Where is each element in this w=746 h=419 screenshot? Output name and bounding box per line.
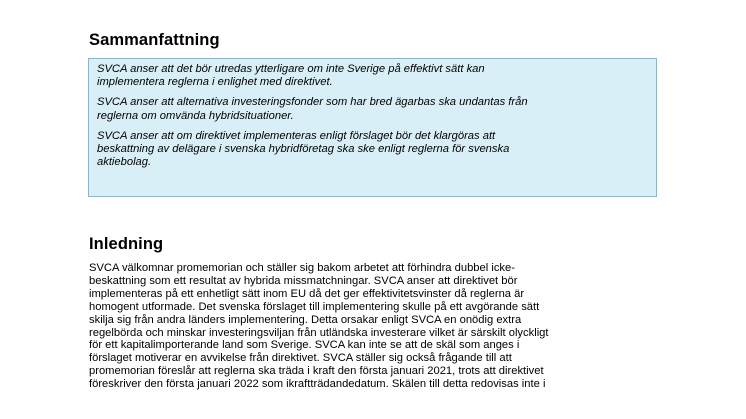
intro-line: skilja sig från andra länders implementering. Detta orsakar enligt SVCA en onödig extra — [89, 313, 522, 326]
intro-line: SVCA välkomnar promemorian och ställer sig bakom arbetet att förhindra dubbel icke- — [89, 262, 515, 274]
intro-line: beskattning som ett resultat av hybrida missmatchningar. SVCA anser att direktivet bör — [89, 274, 518, 287]
summary-line: aktiebolag. — [97, 156, 152, 169]
summary-line: SVCA anser att det bör utredas ytterligare om inte Sverige på effektivt sätt kan — [97, 63, 485, 75]
intro-paragraph — [89, 262, 661, 391]
summary-heading: Sammanfattning — [89, 31, 220, 49]
intro-line: förslaget motiverar en avvikelse från direktivet. SVCA ställer sig också frågande till att — [89, 352, 512, 365]
summary-line: SVCA anser att om direktivet implementeras enligt förslaget bör det klargöras att — [97, 129, 496, 142]
summary-box — [88, 58, 657, 197]
summary-paragraph — [97, 130, 646, 170]
summary-line: implementera reglerna i enlighet med direktivet. — [97, 76, 333, 89]
summary-line: SVCA anser att alternativa investeringsfonder som har bred ägarbas ska undantas från — [97, 96, 528, 109]
intro-line: föreskriver den första januari 2022 som ikraftträdandedatum. Skälen till detta redovisas inte i — [89, 378, 546, 391]
summary-line: beskattning av delägare i svenska hybridföretag ska ske enligt reglerna för svenska — [97, 143, 510, 156]
intro-line: promemorian föreslår att reglerna ska träda i kraft den första januari 2021, trots att direktivet — [89, 365, 544, 378]
intro-line: homogent utformade. Det svenska förslaget till implementering skulle på ett avgörande sätt — [89, 300, 540, 313]
summary-paragraph — [97, 63, 646, 89]
intro-line: regelbörda och minskar investeringsviljan från utländska investerare vilket är särskilt olyckligt — [89, 326, 549, 339]
summary-line: reglerna om omvända hybridsituationer. — [97, 109, 294, 122]
summary-paragraph — [97, 96, 646, 122]
intro-heading: Inledning — [89, 235, 164, 253]
intro-line: implementeras på ett enhetligt sätt inom EU då det ger effektivitetsvinster då reglerna är — [89, 287, 525, 300]
intro-line: för ett kapitalimporterande land som Sverige. SVCA kan inte se att de skäl som anges i — [89, 339, 520, 352]
